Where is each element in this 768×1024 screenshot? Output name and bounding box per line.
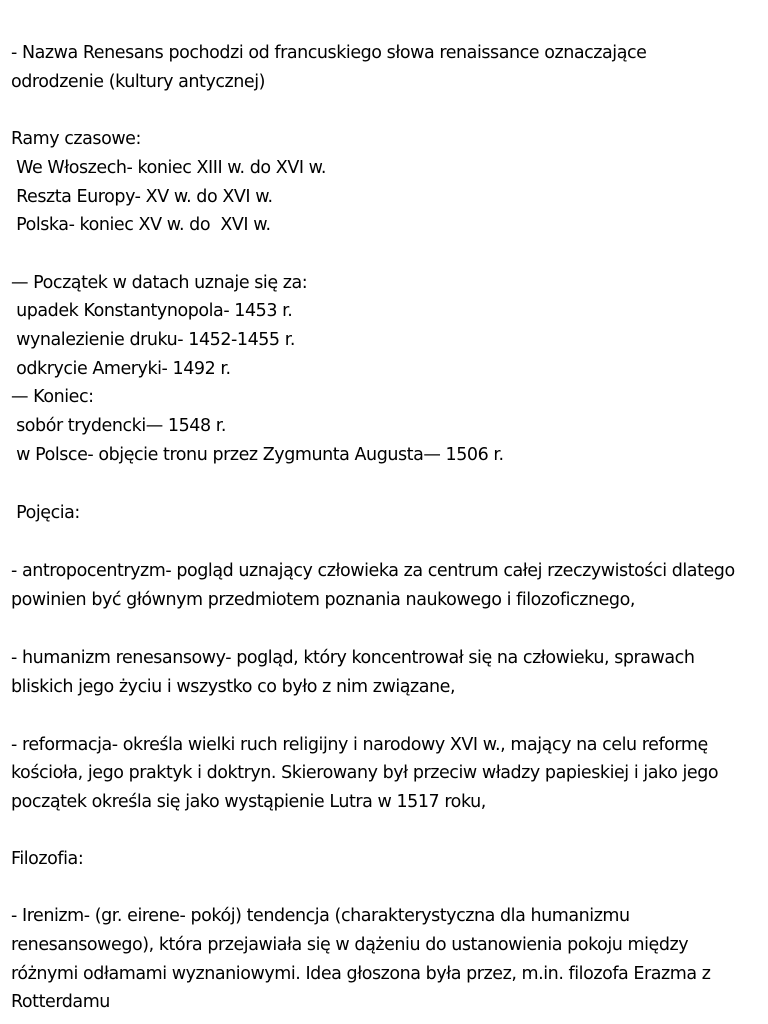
section-heading-filozofia: Filozofia: — [11, 849, 84, 869]
text-line: — Początek w datach uznaje się za: — [11, 273, 308, 293]
text-line: - humanizm renesansowy- pogląd, który koncentrował się na człowieku, sprawach — [11, 648, 695, 668]
text-line: Polska- koniec XV w. do XVI w. — [11, 215, 271, 235]
text-line: sobór trydencki— 1548 r. — [11, 416, 227, 436]
text-line: różnymi odłamami wyznaniowymi. Idea głoszona była przez, m.in. filozofa Erazma z — [11, 964, 711, 984]
text-line: w Polsce- objęcie tronu przez Zygmunta Augusta— 1506 r. — [11, 445, 504, 465]
text-line: kościoła, jego praktyk i doktryn. Skierowany był przeciw władzy papieskiej i jako jego — [11, 763, 719, 783]
text-line: bliskich jego życiu i wszystko co było z nim związane, — [11, 677, 456, 697]
text-line: renesansowego), która przejawiała się w dążeniu do ustanowienia pokoju między — [11, 935, 689, 955]
section-heading-pojecia: Pojęcia: — [11, 503, 80, 523]
text-line: wynalezienie druku- 1452-1455 r. — [11, 330, 295, 350]
text-line: — Koniec: — [11, 387, 94, 407]
text-line: We Włoszech- koniec XIII w. do XVI w. — [11, 158, 327, 178]
text-line: Reszta Europy- XV w. do XVI w. — [11, 187, 273, 207]
text-line: - Nazwa Renesans pochodzi od francuskiego słowa renaissance oznaczające — [11, 43, 647, 63]
text-line: początek określa się jako wystąpienie Lutra w 1517 roku, — [11, 792, 486, 812]
text-line: - antropocentryzm- pogląd uznający człowieka za centrum całej rzeczywistości dlatego — [11, 561, 735, 581]
text-line: odkrycie Ameryki- 1492 r. — [11, 359, 231, 379]
section-heading-ramy-czasowe: Ramy czasowe: — [11, 129, 141, 149]
text-line: upadek Konstantynopola- 1453 r. — [11, 301, 293, 321]
text-line: - reformacja- określa wielki ruch religijny i narodowy XVI w., mający na celu reformę — [11, 735, 708, 755]
text-line: Rotterdamu — [11, 992, 110, 1012]
text-line: - Irenizm- (gr. eirene- pokój) tendencja (charakterystyczna dla humanizmu — [11, 906, 630, 926]
text-line: powinien być głównym przedmiotem poznania naukowego i filozoficznego, — [11, 590, 635, 610]
text-line: odrodzenie (kultury antycznej) — [11, 72, 266, 92]
